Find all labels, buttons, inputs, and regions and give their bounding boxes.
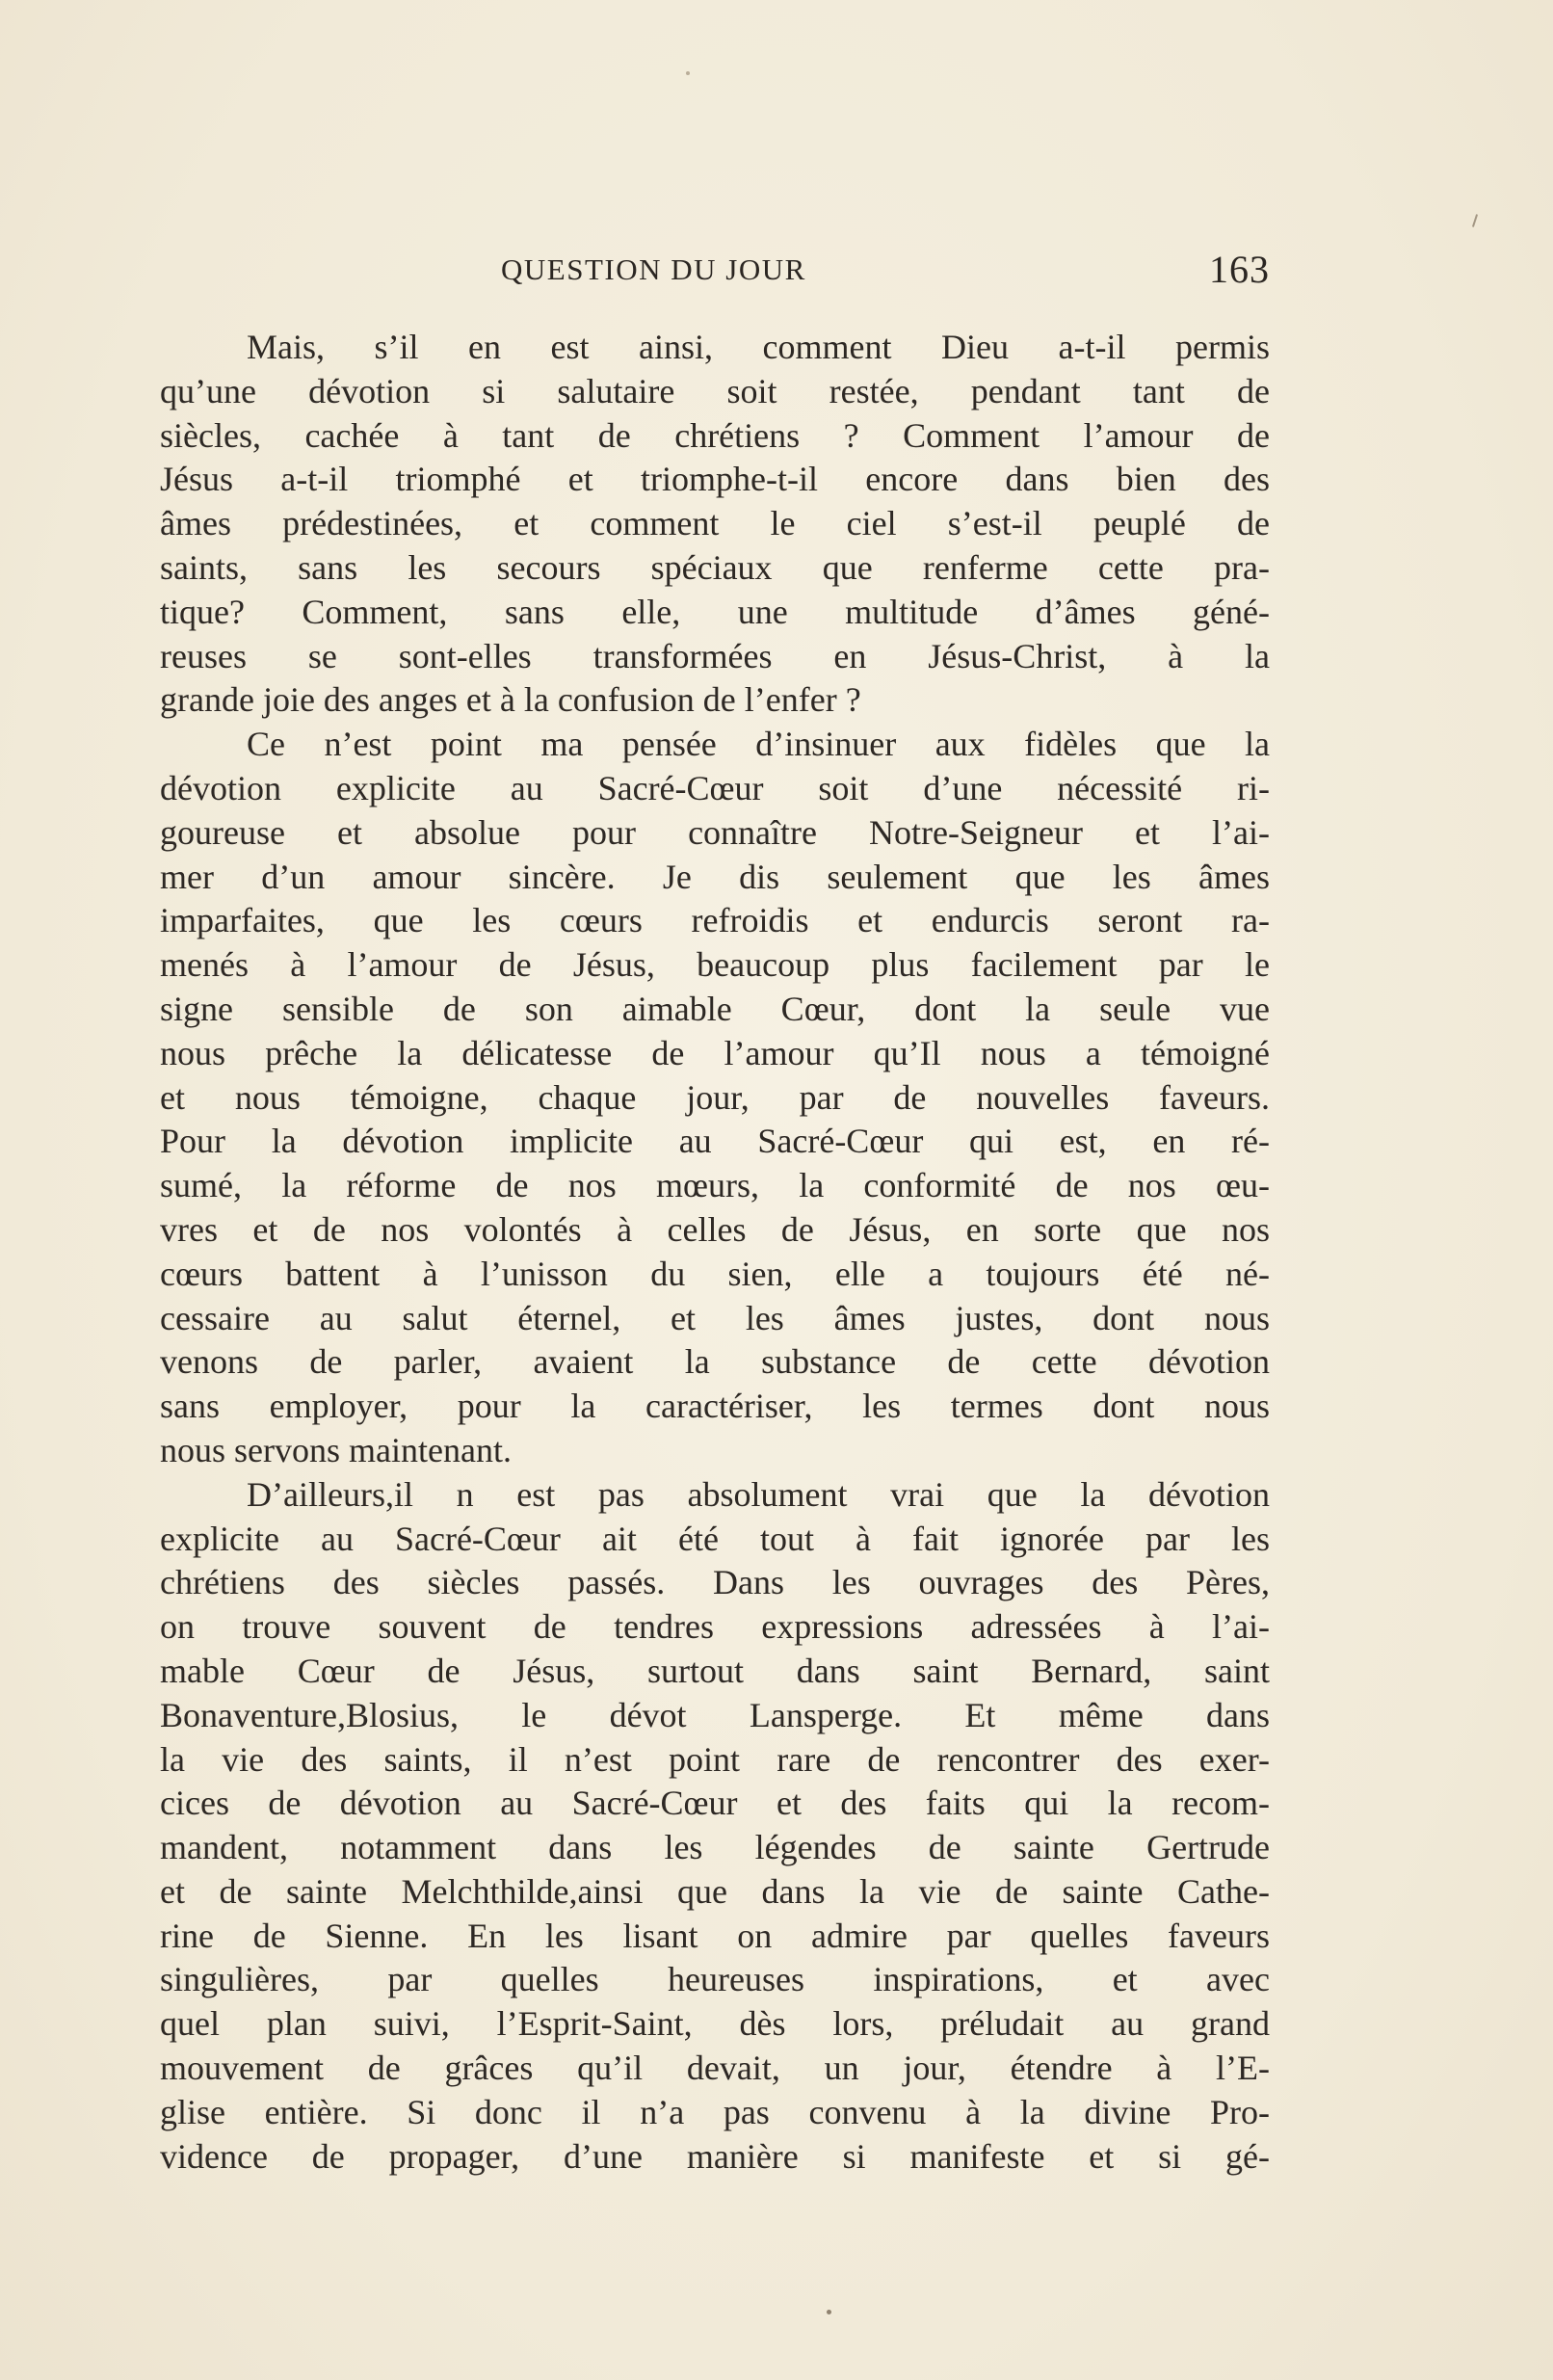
text-line: cices de dévotion au Sacré-Cœur et des faits qui la recom- [160, 1784, 1270, 1823]
text-line: nous servons maintenant. [160, 1430, 512, 1469]
text-line: Ce n’est point ma pensée d’insinuer aux fidèles que la [247, 725, 1270, 764]
text-line: dévotion explicite au Sacré-Cœur soit d’une nécessité ri- [160, 768, 1270, 807]
page-header [160, 248, 1270, 299]
text-line: qu’une dévotion si salutaire soit restée, pendant tant de [160, 371, 1270, 410]
text-line: Bonaventure,Blosius, le dévot Lansperge. Et même dans [160, 1695, 1270, 1734]
text-line: quel plan suivi, l’Esprit-Saint, dès lors, préludait au grand [160, 2004, 1270, 2044]
paper-speck [827, 2310, 831, 2314]
text-line: D’ailleurs,il n est pas absolument vrai que la dévotion [247, 1474, 1270, 1514]
text-line: venons de parler, avaient la substance de cette dévotion [160, 1342, 1270, 1382]
text-line: glise entière. Si donc il n’a pas convenu à la divine Pro- [160, 2092, 1270, 2131]
text-line: sans employer, pour la caractériser, les termes dont nous [160, 1387, 1270, 1426]
text-line: âmes prédestinées, et comment le ciel s’est-il peuplé de [160, 504, 1270, 543]
text-line: vres et de nos volontés à celles de Jésus, en sorte que nos [160, 1209, 1270, 1249]
text-line: et nous témoigne, chaque jour, par de nouvelles faveurs. [160, 1077, 1270, 1117]
text-line: grande joie des anges et à la confusion de l’enfer ? [160, 680, 861, 720]
text-line: la vie des saints, il n’est point rare de rencontrer des exer- [160, 1739, 1270, 1779]
text-line: tique? Comment, sans elle, une multitude d’âmes géné- [160, 592, 1270, 631]
text-line: mandent, notamment dans les légendes de sainte Gertrude [160, 1828, 1270, 1867]
text-line: sumé, la réforme de nos mœurs, la conformité de nos œu- [160, 1166, 1270, 1205]
text-line: mouvement de grâces qu’il devait, un jour, étendre à l’E- [160, 2049, 1270, 2088]
text-line: mer d’un amour sincère. Je dis seulement que les âmes [160, 857, 1270, 896]
text-line: saints, sans les secours spéciaux que renferme cette pra- [160, 547, 1270, 587]
running-title: QUESTION DU JOUR [501, 252, 806, 286]
body-text [160, 326, 1270, 2179]
text-line: goureuse et absolue pour connaître Notre-Seigneur et l’ai- [160, 812, 1270, 852]
text-line: on trouve souvent de tendres expressions adressées à l’ai- [160, 1607, 1270, 1647]
paragraph [160, 1473, 1270, 2180]
text-line: rine de Sienne. En les lisant on admire par quelles faveurs [160, 1916, 1270, 1955]
text-line: cœurs battent à l’unisson du sien, elle a toujours été né- [160, 1254, 1270, 1293]
text-line: explicite au Sacré-Cœur ait été tout à fait ignorée par les [160, 1519, 1270, 1558]
text-line: nous prêche la délicatesse de l’amour qu’Il nous a témoigné [160, 1033, 1270, 1072]
paper-speck [686, 71, 690, 75]
text-line: signe sensible de son aimable Cœur, dont la seule vue [160, 989, 1270, 1028]
text-line: mable Cœur de Jésus, surtout dans saint Bernard, saint [160, 1651, 1270, 1690]
text-line: siècles, cachée à tant de chrétiens ? Comment l’amour de [160, 415, 1270, 455]
text-line: reuses se sont-elles transformées en Jésus-Christ, à la [160, 636, 1270, 675]
text-line: Pour la dévotion implicite au Sacré-Cœur qui est, en ré- [160, 1122, 1270, 1161]
paragraph [160, 326, 1270, 723]
text-line: imparfaites, que les cœurs refroidis et endurcis seront ra- [160, 901, 1270, 940]
page-number: 163 [1209, 248, 1270, 291]
paper-mark [1472, 214, 1478, 227]
paragraph [160, 723, 1270, 1473]
text-line: cessaire au salut éternel, et les âmes justes, dont nous [160, 1298, 1270, 1337]
text-line: Jésus a-t-il triomphé et triomphe-t-il encore dans bien des [160, 460, 1270, 499]
text-line: et de sainte Melchthilde,ainsi que dans la vie de sainte Cathe- [160, 1871, 1270, 1911]
text-line: vidence de propager, d’une manière si manifeste et si gé- [160, 2136, 1270, 2176]
text-line: chrétiens des siècles passés. Dans les ouvrages des Pères, [160, 1563, 1270, 1602]
text-line: Mais, s’il en est ainsi, comment Dieu a-t-il permis [247, 328, 1270, 366]
text-line: menés à l’amour de Jésus, beaucoup plus facilement par le [160, 945, 1270, 985]
text-line: singulières, par quelles heureuses inspirations, et avec [160, 1960, 1270, 1999]
